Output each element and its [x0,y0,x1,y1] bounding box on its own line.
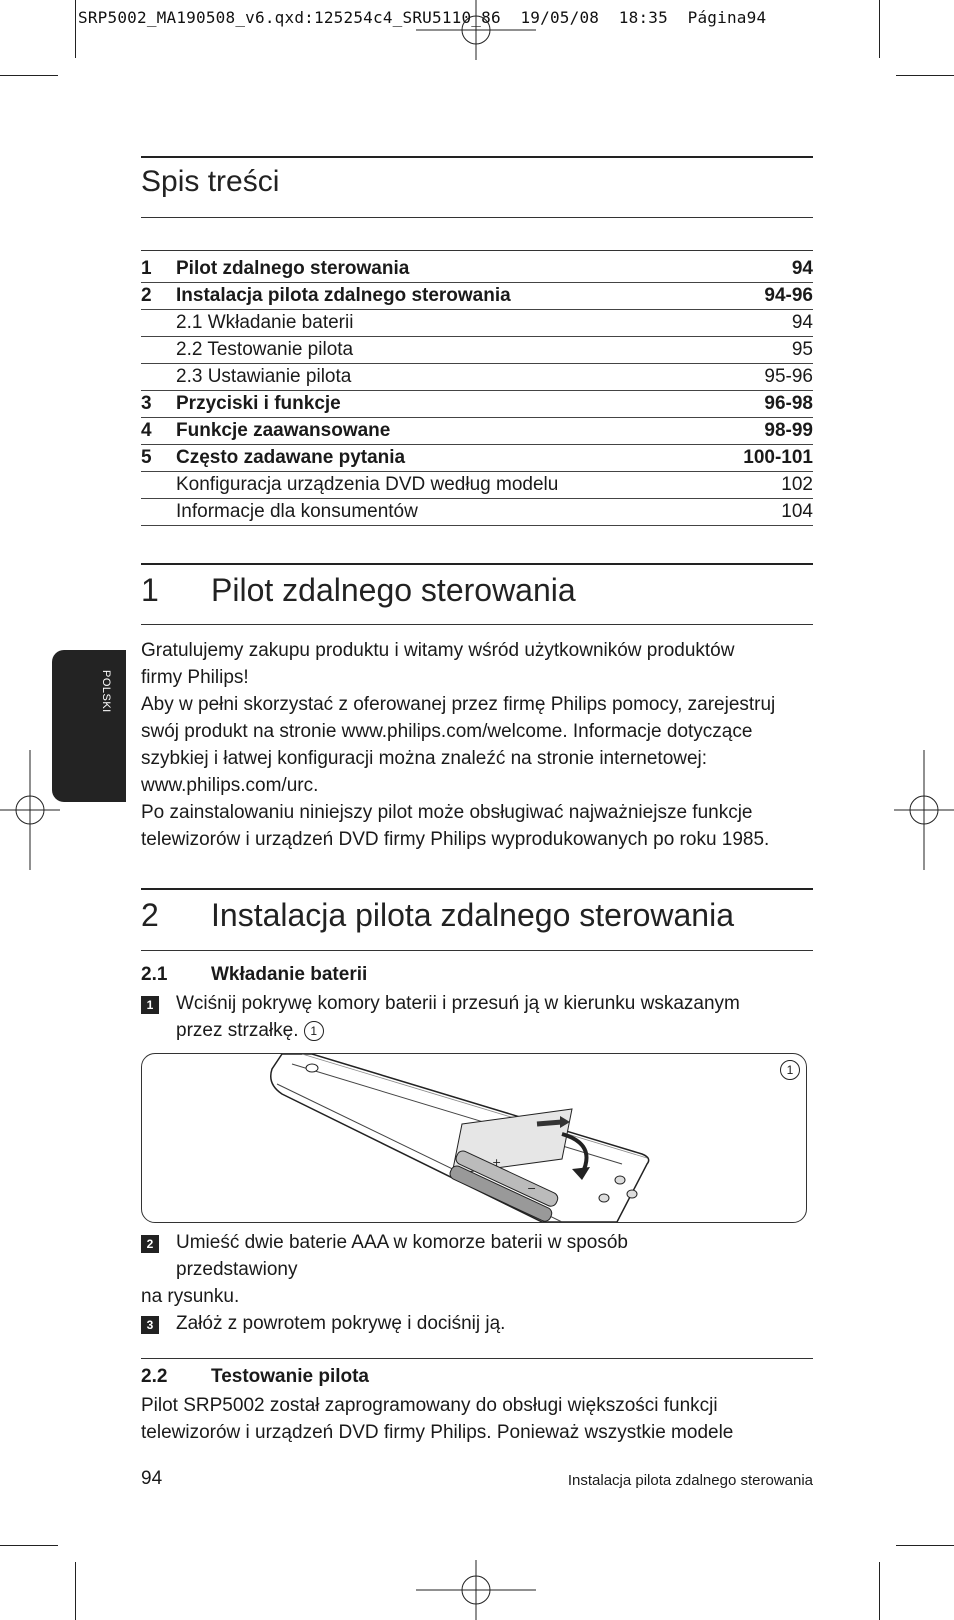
toc-row [141,364,813,391]
toc-row-label: Funkcje zaawansowane [176,420,391,441]
section1-line: www.philips.com/urc. [141,775,319,796]
toc-row-label: Instalacja pilota zdalnego sterowania [176,285,511,306]
toc-row-page: 94 [791,258,813,279]
crop-mark [896,1545,954,1546]
crop-mark [75,1562,76,1620]
subsection-2-2-rule [141,1358,813,1359]
section1-line: Gratulujemy zakupu produktu i witamy wśród użytkowników produktów [141,640,735,661]
section1-line: szybkiej i łatwej konfiguracji można znaleźć na stronie internetowej: [141,748,708,769]
toc-row-page: 102 [781,474,813,495]
subsection-2-2-body [141,1392,821,1446]
subsection-number: 2.2 [141,1366,168,1387]
toc-row-label: Przyciski i funkcje [176,393,341,414]
step-text-fragment: przez strzałkę. [176,1020,299,1041]
crop-mark [896,75,954,76]
crop-mark [879,0,880,58]
battery-figure [141,1053,807,1223]
toc-row-label: Często zadawane pytania [176,447,406,468]
toc-row [141,499,813,526]
section1-line: swój produkt na stronie www.philips.com/welcome. Informacje dotyczące [141,721,753,742]
toc-row-number: 1 [141,258,152,279]
section2-number: 2 [141,897,159,933]
figure-number: 1 [780,1060,800,1080]
section1-line: telewizorów i urządzeń DVD firmy Philips wyprodukowanych po roku 1985. [141,829,770,850]
toc-row [141,391,813,418]
toc-row-page: 94-96 [764,285,813,306]
running-footer: Instalacja pilota zdalnego sterowania [567,1472,813,1489]
section1-number: 1 [141,572,159,608]
toc-row [141,418,813,445]
crop-mark [0,75,58,76]
crop-mark [0,1545,58,1546]
toc-row-page: 94 [791,312,813,333]
body-line: telewizorów i urządzeń DVD firmy Philips. Ponieważ wszystkie modele [141,1422,734,1443]
toc-row-label: Konfiguracja urządzenia DVD według modelu [176,474,559,495]
toc-top-rule [141,156,813,158]
toc-row-label: 2.1 Wkładanie baterii [176,312,354,333]
toc-title: Spis treści [141,165,280,198]
step-2-continuation: na rysunku. [141,1286,240,1307]
step-text [176,990,826,1044]
toc-row-label: 2.3 Ustawianie pilota [176,366,352,387]
remote-control-illustration [142,1054,806,1222]
figure-ref-circle: 1 [304,1021,324,1041]
toc-row [141,472,813,499]
step-text [176,1229,826,1283]
toc-row [141,337,813,364]
section1-title: Pilot zdalnego sterowania [211,572,576,608]
toc-row-label: 2.2 Testowanie pilota [176,339,354,360]
step-text-line: Wciśnij pokrywę komory baterii i przesuń ją w kierunku wskazanym [176,993,740,1014]
step-3 [141,1310,821,1337]
step-number-badge: 2 [141,1235,159,1253]
toc-row-label: Pilot zdalnego sterowania [176,258,410,279]
toc-row-number: 3 [141,393,152,414]
section1-top-rule [141,563,813,565]
subsection-title: Wkładanie baterii [211,964,368,985]
registration-mark-top [416,0,536,60]
crop-mark [75,0,76,58]
section1-line: firmy Philips! [141,667,249,688]
body-line: Pilot SRP5002 został zaprogramowany do obsługi większości funkcji [141,1395,718,1416]
toc-row [141,445,813,472]
registration-mark-right [894,750,954,870]
toc-row-number: 2 [141,285,152,306]
section2-top-rule [141,888,813,890]
crop-mark [879,1562,880,1620]
print-slug: SRP5002_MA190508_v6.qxd:125254c4_SRU5110_86 19/05/08 18:35 Página94 [78,8,767,27]
toc-row-page: 96-98 [764,393,813,414]
subsection-title: Testowanie pilota [211,1366,370,1387]
toc-row-number: 4 [141,420,152,441]
toc-row-page: 95 [791,339,813,360]
step-text-line [176,1017,826,1044]
toc-row-page: 95-96 [764,366,813,387]
step-2 [141,1229,821,1283]
toc-row [141,310,813,337]
toc-row-page: 104 [781,501,813,522]
registration-mark-left [0,750,60,870]
toc-title-rule [141,217,813,218]
toc-row-page: 98-99 [764,420,813,441]
section2-bottom-rule [141,950,813,951]
section1-body [141,637,821,853]
subsection-number: 2.1 [141,964,168,985]
section1-line: Aby w pełni skorzystać z oferowanej przez firmę Philips pomocy, zarejestruj [141,694,776,715]
step-1 [141,990,821,1044]
svg-text:+: + [492,1156,502,1169]
step-number-badge: 3 [141,1316,159,1334]
figure-number-circle [780,1060,800,1080]
section1-line: Po zainstalowaniu niniejszy pilot może obsługiwać najważniejsze funkcje [141,802,753,823]
step-number-badge: 1 [141,996,159,1014]
registration-mark-bottom [416,1560,536,1620]
step-text-line: Umieść dwie baterie AAA w komorze baterii w sposób [176,1232,628,1253]
toc-table [141,256,813,526]
toc-table-top-rule [141,250,813,251]
toc-row [141,283,813,310]
toc-row-page: 100-101 [743,447,813,468]
section1-bottom-rule [141,624,813,625]
toc-row-label: Informacje dla konsumentów [176,501,418,522]
section2-title: Instalacja pilota zdalnego sterowania [211,897,734,933]
page-number: 94 [141,1468,163,1489]
language-tab [52,650,126,802]
toc-row-number: 5 [141,447,152,468]
svg-text:−: − [527,1182,537,1195]
toc-row [141,256,813,283]
language-tab-label: POLSKI [100,670,112,713]
step-text-line: przedstawiony [176,1259,298,1280]
step-text: Załóż z powrotem pokrywę i dociśnij ją. [176,1313,506,1334]
